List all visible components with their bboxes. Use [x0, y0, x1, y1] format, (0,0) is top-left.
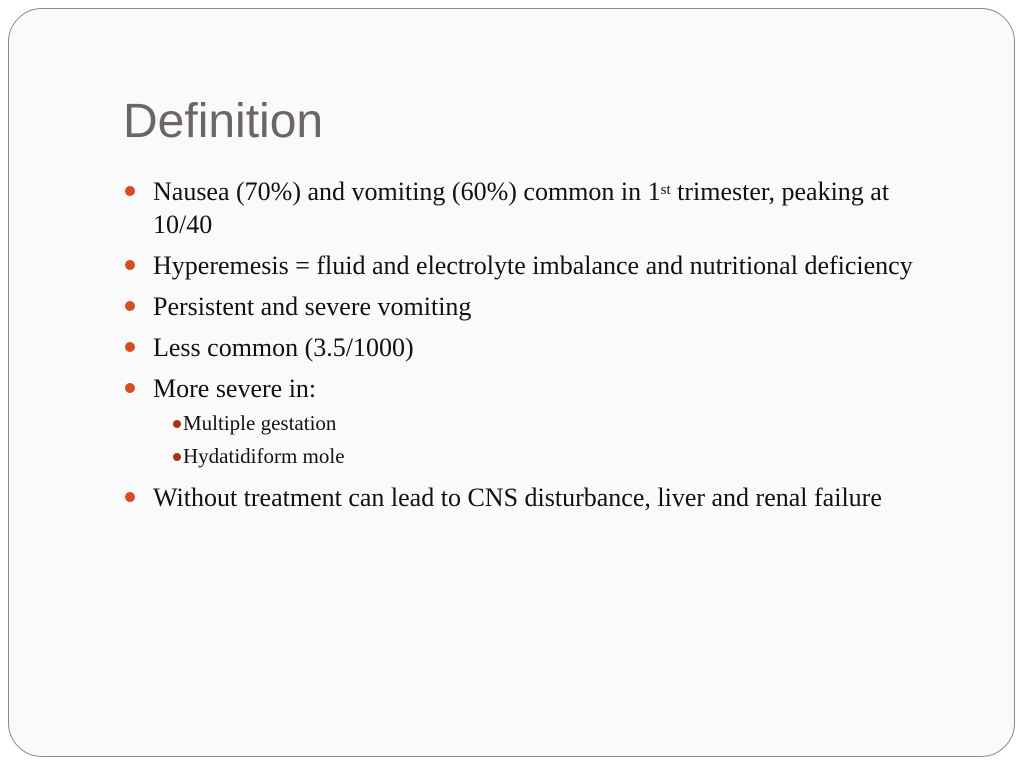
sub-bullet-item [153, 407, 945, 440]
sub-bullet-dot-icon [173, 420, 181, 428]
bullet-dot-icon [125, 492, 135, 502]
bullet-text: More severe in: [153, 374, 317, 403]
bullet-text-continued: trimester, peaking at 10/40 [153, 177, 890, 239]
slide-body [125, 175, 945, 522]
slide-frame [8, 8, 1015, 757]
bullet-list [125, 175, 945, 514]
sub-bullet-dot-icon [173, 453, 181, 461]
bullet-item [125, 481, 945, 514]
bullet-dot-icon [125, 342, 135, 352]
bullet-item [125, 290, 945, 323]
bullet-text: Persistent and severe vomiting [153, 292, 472, 321]
bullet-dot-icon [125, 260, 135, 270]
sub-bullet-text: Multiple gestation [183, 411, 337, 435]
bullet-text: Nausea (70%) and vomiting (60%) common in 1 [153, 177, 661, 206]
bullet-text: Less common (3.5/1000) [153, 333, 414, 362]
bullet-text: Hyperemesis = fluid and electrolyte imbalance and nutritional deficiency [153, 251, 913, 280]
sub-bullet-text: Hydatidiform mole [183, 444, 345, 468]
bullet-superscript: st [660, 182, 671, 198]
bullet-dot-icon [125, 383, 135, 393]
slide-title: Definition [123, 95, 324, 148]
bullet-item [125, 331, 945, 364]
bullet-text: Without treatment can lead to CNS disturbance, liver and renal failure [153, 483, 882, 512]
sub-bullet-item [153, 440, 945, 473]
bullet-dot-icon [125, 301, 135, 311]
bullet-item [125, 249, 945, 282]
bullet-dot-icon [125, 186, 135, 196]
bullet-item [125, 175, 945, 241]
sub-bullet-list [153, 407, 945, 473]
bullet-item [125, 372, 945, 473]
